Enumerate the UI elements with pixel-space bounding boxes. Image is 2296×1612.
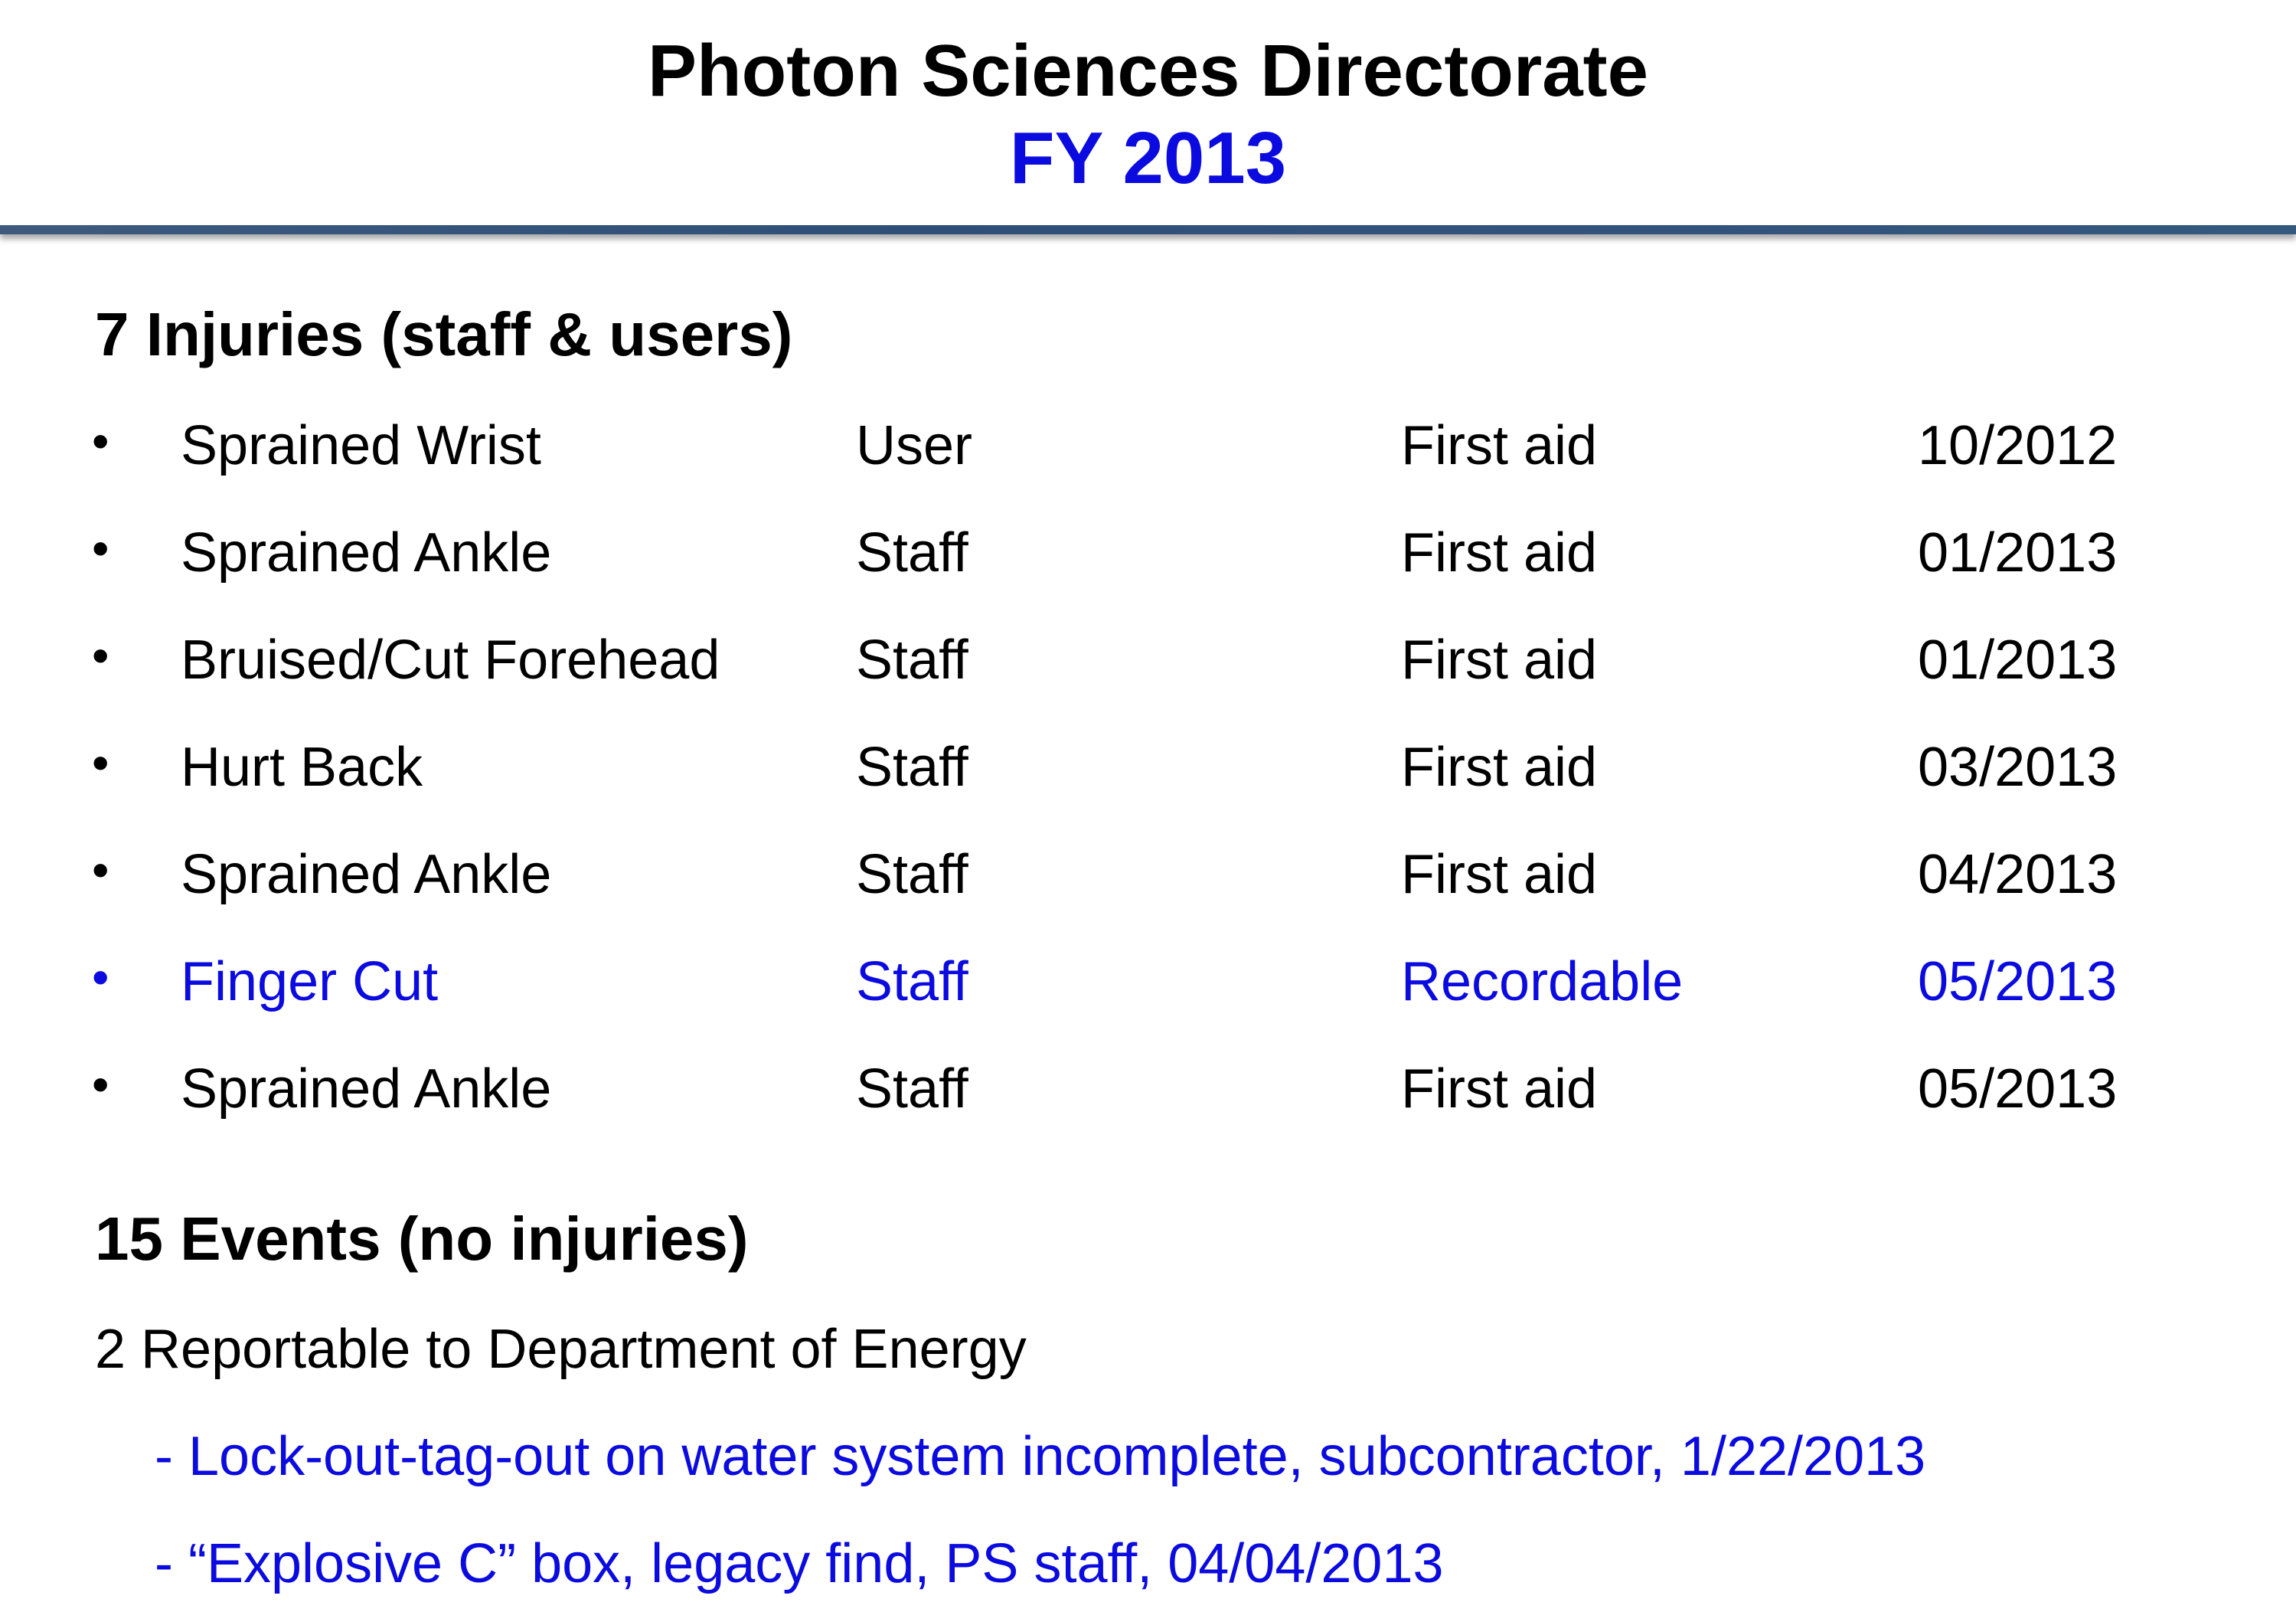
injuries-heading: 7 Injuries (staff & users) <box>95 300 793 368</box>
injury-name: Sprained Ankle <box>181 844 552 905</box>
injury-name: Sprained Wrist <box>181 415 541 476</box>
injury-person-type: User <box>856 415 973 476</box>
injury-row <box>0 515 2296 591</box>
injury-date: 01/2013 <box>1918 522 2118 584</box>
injury-row <box>0 943 2296 1020</box>
injury-date: 03/2013 <box>1918 737 2118 798</box>
injury-person-type: Staff <box>856 844 968 905</box>
injury-row <box>0 836 2296 913</box>
injury-name: Bruised/Cut Forehead <box>181 629 720 691</box>
event-item: - “Explosive C” box, legacy find, PS staff, 04/04/2013 <box>155 1533 1444 1594</box>
events-heading: 15 Events (no injuries) <box>95 1205 749 1273</box>
slide-title: Photon Sciences Directorate <box>647 30 1649 112</box>
injury-classification: First aid <box>1401 522 1598 584</box>
injury-name: Hurt Back <box>181 737 423 798</box>
injury-date: 05/2013 <box>1918 1058 2118 1120</box>
reportable-line: 2 Reportable to Department of Energy <box>95 1319 1027 1380</box>
slide-subtitle: FY 2013 <box>1009 117 1287 199</box>
injury-name: Sprained Ankle <box>181 522 552 584</box>
injury-person-type: Staff <box>856 1058 968 1120</box>
injury-date: 04/2013 <box>1918 844 2118 905</box>
bullet-icon: • <box>92 842 109 898</box>
injury-row <box>0 1051 2296 1127</box>
injury-date: 01/2013 <box>1918 629 2118 691</box>
bullet-icon: • <box>92 735 109 790</box>
injury-classification: First aid <box>1401 629 1598 691</box>
injury-date: 05/2013 <box>1918 951 2118 1012</box>
injury-person-type: Staff <box>856 629 968 691</box>
injury-row <box>0 729 2296 806</box>
event-item: - Lock-out-tag-out on water system incomplete, subcontractor, 1/22/2013 <box>155 1426 1926 1487</box>
injury-row <box>0 622 2296 698</box>
injury-person-type: Staff <box>856 522 968 584</box>
bullet-icon: • <box>92 628 109 683</box>
bullet-icon: • <box>92 950 109 1005</box>
injury-name: Sprained Ankle <box>181 1058 552 1120</box>
injury-person-type: Staff <box>856 951 968 1012</box>
injury-classification: Recordable <box>1401 951 1684 1012</box>
bullet-icon: • <box>92 1057 109 1112</box>
header-divider <box>0 225 2296 234</box>
slide-header <box>0 0 2296 222</box>
injury-date: 10/2012 <box>1918 415 2118 476</box>
injury-classification: First aid <box>1401 737 1598 798</box>
injury-classification: First aid <box>1401 844 1598 905</box>
injury-person-type: Staff <box>856 737 968 798</box>
bullet-icon: • <box>92 521 109 576</box>
bullet-icon: • <box>92 414 109 469</box>
injury-row <box>0 407 2296 484</box>
injury-name: Finger Cut <box>181 951 439 1012</box>
injury-classification: First aid <box>1401 1058 1598 1120</box>
injury-classification: First aid <box>1401 415 1598 476</box>
